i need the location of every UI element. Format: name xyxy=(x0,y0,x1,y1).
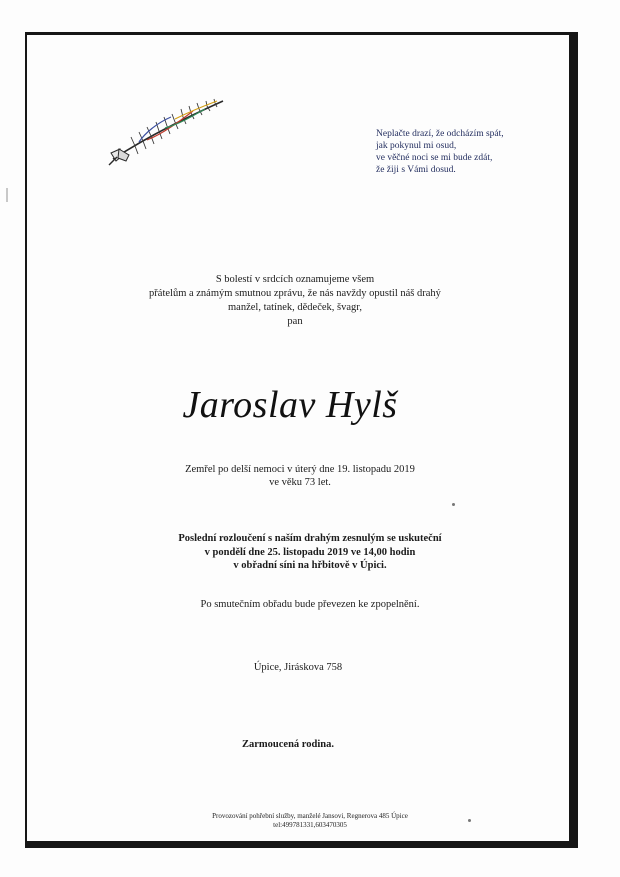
footer-line: Provozování pohřební služby, manželé Jansovi, Regnerova 485 Úpice xyxy=(212,812,408,820)
death-notice xyxy=(100,463,500,489)
ceremony-info xyxy=(100,532,520,573)
death-line: Zemřel po delší nemoci v úterý dne 19. listopadu 2019 xyxy=(185,464,415,475)
frame-top-edge xyxy=(25,32,575,35)
feather-quill-icon xyxy=(105,95,230,167)
ceremony-line: Poslední rozloučení s naším drahým zesnulým se uskuteční xyxy=(178,533,442,544)
frame-bottom-edge xyxy=(25,843,578,848)
announcement-line: manžel, tatínek, dědeček, švagr, xyxy=(228,302,362,313)
scan-edge-mark xyxy=(6,188,8,202)
poem-line: Neplačte drazí, že odcházím spát, xyxy=(376,129,504,139)
deceased-name: Jaroslav Hylš xyxy=(182,384,398,426)
cremation-note: Po smutečním obřadu bude převezen ke zpopelnění. xyxy=(200,599,420,610)
family-address: Úpice, Jiráskova 758 xyxy=(253,662,343,673)
footer-line: tel:499781331,603470305 xyxy=(273,821,347,829)
poem-line: jak pokynul mi osud, xyxy=(376,141,457,151)
announcement-line: S bolestí v srdcích oznamujeme všem xyxy=(215,274,375,285)
family-signature: Zarmoucená rodina. xyxy=(242,739,334,750)
announcement-line: přátelům a známým smutnou zprávu, že nás navždy opustil náš drahý xyxy=(149,288,441,299)
ceremony-line: v pondělí dne 25. listopadu 2019 ve 14,00 hodin xyxy=(204,546,416,558)
scan-speck xyxy=(452,503,455,506)
poem xyxy=(376,128,566,176)
death-line: ve věku 73 let. xyxy=(269,477,331,488)
scan-speck xyxy=(468,819,471,822)
poem-line: ve věčné noci se mi bude zdát, xyxy=(376,153,493,163)
ceremony-line: v obřadní síni na hřbitově v Úpici. xyxy=(233,560,387,571)
poem-line: že žiji s Vámi dosud. xyxy=(376,165,456,175)
announcement-line: pan xyxy=(287,316,303,327)
announcement xyxy=(115,273,475,329)
funeral-service-footer xyxy=(100,812,520,830)
frame-right-edge xyxy=(571,32,578,847)
